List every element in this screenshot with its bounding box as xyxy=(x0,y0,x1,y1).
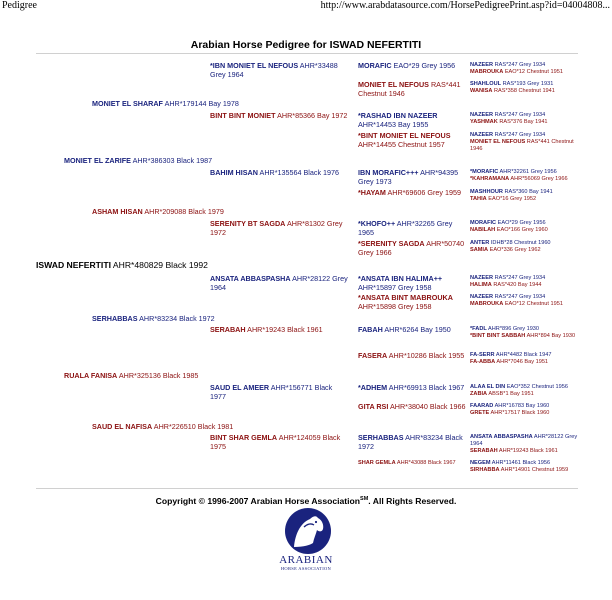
horse-name: MABROUKA xyxy=(470,69,504,75)
horse-info: AHR*33488 Grey 1964 xyxy=(210,61,338,79)
horse-info: RAS*247 Grey 1934 xyxy=(494,275,546,281)
gen5-horse xyxy=(470,88,580,95)
horse-name: ZABIA xyxy=(470,391,488,397)
horse-name: WANISA xyxy=(470,88,493,94)
gen5-horse xyxy=(470,240,580,247)
horse-name: MONIET EL NEFOUS xyxy=(470,139,526,145)
horse-info: AHR*16783 Bay 1960 xyxy=(494,403,550,409)
horse-name: SAUD EL AMEER xyxy=(210,383,270,392)
logo-wordmark: ARABIAN xyxy=(279,554,333,566)
horse-name: BAHIM HISAN xyxy=(210,168,258,177)
horse-info: AHR*32261 Grey 1956 xyxy=(499,169,557,175)
gen5-horse xyxy=(470,220,580,227)
gen5-horse xyxy=(470,467,580,474)
horse-name: GRETE xyxy=(470,410,490,416)
horse-name: SERENITY BT SAGDA xyxy=(210,219,286,228)
horse-name: BINT BINT MONIET xyxy=(210,111,276,120)
horse-info: AHR*32265 Grey 1965 xyxy=(358,219,453,237)
horse-name: MONIET EL NEFOUS xyxy=(358,80,429,89)
gen5-horse xyxy=(470,294,580,301)
horse-name: MASHHOUR xyxy=(470,189,503,195)
gen4-horse xyxy=(358,403,466,412)
horse-info: AHR*386303 Black 1987 xyxy=(132,156,213,165)
horse-info: ABSB*1 Bay 1951 xyxy=(488,391,534,397)
horse-info: AHR*28122 Grey 1964 xyxy=(210,274,348,292)
horse-info: AHR*17517 Black 1960 xyxy=(490,410,550,416)
horse-info: AHR*10286 Black 1955 xyxy=(388,351,465,360)
gen4-horse xyxy=(358,220,466,237)
horse-info: RAS*441 Chestnut 1946 xyxy=(358,80,461,98)
gen4-horse xyxy=(358,352,466,361)
horse-info: RAS*247 Grey 1934 xyxy=(494,132,546,138)
gen5-horse xyxy=(470,460,580,467)
horse-info: AHR*85366 Bay 1972 xyxy=(277,111,348,120)
horse-info: RAS*247 Grey 1934 xyxy=(494,112,546,118)
copyright-text: Copyright © 1996-2007 Arabian Horse Association xyxy=(155,496,361,506)
gen5-horse xyxy=(470,403,580,410)
gen4-horse xyxy=(358,460,466,467)
horse-info: AHR*15898 Grey 1958 xyxy=(358,301,432,311)
gen5-horse xyxy=(470,169,580,176)
page-title: Arabian Horse Pedigree for ISWAD NEFERTITI xyxy=(190,39,422,51)
horse-info: RAS*358 Chestnut 1941 xyxy=(493,88,555,94)
gen5-horse xyxy=(470,326,580,333)
gen3-horse xyxy=(210,384,350,401)
gen3-horse xyxy=(210,275,350,292)
title-divider xyxy=(36,53,578,54)
gen3-horse xyxy=(210,434,350,451)
horse-name: FASERA xyxy=(358,351,388,360)
horse-name: FA-SERR xyxy=(470,352,495,358)
page-header-left: Pedigree xyxy=(2,0,37,11)
horse-name: *SERENITY SAGDA xyxy=(358,239,425,248)
horse-name: SERABAH xyxy=(470,448,498,454)
gen3-horse xyxy=(210,62,350,79)
horse-info: RAS*376 Bay 1941 xyxy=(499,119,548,125)
horse-info: AHR*226510 Black 1981 xyxy=(153,422,234,431)
horse-info: EAO*336 Grey 1962 xyxy=(489,247,541,253)
horse-name: *BINT MONIET EL NEFOUS xyxy=(358,131,451,140)
gen4-horse xyxy=(358,112,466,129)
horse-info: EAO*12 Chestnut 1951 xyxy=(504,301,563,307)
gen3-horse xyxy=(210,169,350,178)
horse-info: AHR*83234 Black 1972 xyxy=(139,314,215,323)
horse-info: AHR*14453 Bay 1955 xyxy=(358,119,429,129)
horse-name: MONIET EL ZARIFE xyxy=(64,156,131,165)
gen4-horse xyxy=(358,81,466,98)
horse-name: MORAFIC xyxy=(470,220,497,226)
horse-info: AHR*43088 Black 1967 xyxy=(396,460,456,466)
paternal-grandsire xyxy=(92,100,272,109)
horse-info: AHR*896 Grey 1930 xyxy=(488,326,540,332)
horse-info: EAO*352 Chestnut 1956 xyxy=(506,384,568,390)
horse-info: EAO*29 Grey 1956 xyxy=(497,220,546,226)
horse-name: NAZEER xyxy=(470,294,493,300)
horse-info: AHR*14901 Chestnut 1959 xyxy=(500,467,569,473)
gen5-horse xyxy=(470,410,580,417)
horse-name: *BINT BINT SABBAH xyxy=(470,333,526,339)
horse-info: AHR*124059 Black 1975 xyxy=(210,433,341,451)
service-mark: SM xyxy=(360,496,369,503)
horse-info: AHR*28122 Grey 1964 xyxy=(470,434,578,447)
horse-name: SHAHLOUL xyxy=(470,81,502,87)
horse-info: RAS*247 Grey 1934 xyxy=(494,62,546,68)
horse-info: RAS*441 Chestnut 1946 xyxy=(470,139,574,152)
horse-info: AHR*19243 Black 1961 xyxy=(498,448,558,454)
gen4-horse xyxy=(358,294,466,311)
horse-name: SERHABBAS xyxy=(92,314,138,323)
gen4-horse xyxy=(358,326,466,335)
horse-info: EAO*12 Chestnut 1951 xyxy=(504,69,563,75)
horse-info: RAS*193 Grey 1931 xyxy=(502,81,554,87)
horse-info: AHR*7046 Bay 1951 xyxy=(496,359,549,365)
horse-name: GITA RSI xyxy=(358,402,389,411)
logo-subtitle: HORSE ASSOCIATION xyxy=(280,566,332,571)
horse-info: RAS*360 Bay 1941 xyxy=(504,189,553,195)
gen5-horse xyxy=(470,247,580,254)
horse-info: EAO*16 Grey 1952 xyxy=(488,196,537,202)
horse-info: AHR*83234 Black 1972 xyxy=(358,433,463,451)
gen5-horse xyxy=(470,448,580,455)
horse-name: MORAFIC xyxy=(358,61,392,70)
horse-name: ANSATA ABBASPASHA xyxy=(470,434,533,440)
gen5-horse xyxy=(470,282,580,289)
gen4-horse xyxy=(358,384,466,393)
horse-info: AHR*50740 Grey 1966 xyxy=(358,239,465,257)
horse-info: AHR*179144 Bay 1978 xyxy=(164,99,239,108)
gen5-horse xyxy=(470,196,580,203)
horse-name: SHAR GEMLA xyxy=(358,460,396,466)
horse-name: SAUD EL NAFISA xyxy=(92,422,153,431)
horse-info: AHR*4482 Black 1947 xyxy=(495,352,552,358)
horse-name: NAZEER xyxy=(470,112,493,118)
maternal-granddam xyxy=(92,423,272,432)
horse-name: *IBN MONIET EL NEFOUS xyxy=(210,61,299,70)
gen5-horse xyxy=(470,384,580,391)
gen5-horse xyxy=(470,119,580,126)
gen4-horse xyxy=(358,169,466,186)
horse-info: AHR*81302 Grey 1972 xyxy=(210,219,343,237)
horse-name: RUALA FANISA xyxy=(64,371,118,380)
horse-name: *HAYAM xyxy=(358,188,386,197)
gen4-horse xyxy=(358,240,466,257)
maternal-grandsire xyxy=(92,315,272,324)
subject-name: ISWAD NEFERTITI xyxy=(36,260,111,270)
gen5-horse xyxy=(470,227,580,234)
gen4-horse xyxy=(358,275,466,292)
gen5-horse xyxy=(470,352,580,359)
horse-name: *KHOFO++ xyxy=(358,219,396,228)
gen5-horse xyxy=(470,62,580,69)
gen5-horse xyxy=(470,301,580,308)
horse-info: AHR*19243 Black 1961 xyxy=(247,325,323,334)
gen5-horse xyxy=(470,132,580,139)
subject-info: AHR*480829 Black 1992 xyxy=(112,260,208,270)
horse-info: AHR*38040 Black 1966 xyxy=(389,402,466,411)
horse-info: RAS*420 Bay 1944 xyxy=(493,282,542,288)
horse-info: IDHB*28 Chestnut 1960 xyxy=(490,240,551,246)
gen5-horse xyxy=(470,139,580,152)
horse-name: SIRHABBA xyxy=(470,467,500,473)
horse-name: FAARAD xyxy=(470,403,494,409)
gen5-horse xyxy=(470,112,580,119)
horse-info: AHR*894 Bay 1930 xyxy=(526,333,576,339)
horse-name: NAZEER xyxy=(470,62,493,68)
horse-name: HALIMA xyxy=(470,282,492,288)
gen3-horse xyxy=(210,326,350,335)
gen5-horse xyxy=(470,176,580,183)
horse-info: AHR*11461 Black 1956 xyxy=(491,460,551,466)
page-header-url: http://www.arabdatasource.com/HorsePedigreePrint.asp?id=04004808... xyxy=(320,0,610,11)
horse-info: AHR*15897 Grey 1958 xyxy=(358,282,432,292)
horse-info: AHR*69913 Black 1967 xyxy=(388,383,465,392)
gen5-horse xyxy=(470,333,580,340)
horse-name: FABAH xyxy=(358,325,383,334)
gen5-horse xyxy=(470,391,580,398)
horse-info: AHR*6264 Bay 1950 xyxy=(384,325,451,334)
horse-info: RAS*247 Grey 1934 xyxy=(494,294,546,300)
horse-info: AHR*209088 Black 1979 xyxy=(144,207,224,216)
sire xyxy=(64,157,244,166)
horse-name: ANTER xyxy=(470,240,490,246)
horse-name: BINT SHAR GEMLA xyxy=(210,433,278,442)
gen5-horse xyxy=(470,189,580,196)
horse-name: YASHMAK xyxy=(470,119,498,125)
copyright-tail: . All Rights Reserved. xyxy=(368,496,457,506)
horse-name: SERHABBAS xyxy=(358,433,404,442)
horse-name: MONIET EL SHARAF xyxy=(92,99,163,108)
horse-name: ALAA EL DIN xyxy=(470,384,506,390)
horse-name: *RASHAD IBN NAZEER xyxy=(358,111,438,120)
horse-name: NEGEM xyxy=(470,460,491,466)
horse-name: *ANSATA BINT MABROUKA xyxy=(358,293,453,302)
gen5-horse xyxy=(470,434,580,447)
horse-name: *KAHRAMANA xyxy=(470,176,510,182)
horse-info: EAO*166 Grey 1960 xyxy=(496,227,548,233)
horse-name: MABROUKA xyxy=(470,301,504,307)
gen4-horse xyxy=(358,189,466,198)
horse-name: ANSATA ABBASPASHA xyxy=(210,274,291,283)
horse-info: AHR*69606 Grey 1959 xyxy=(387,188,461,197)
gen3-horse xyxy=(210,112,350,121)
horse-name: NABILAH xyxy=(470,227,496,233)
horse-info: AHR*94395 Grey 1973 xyxy=(358,168,459,186)
horse-name: FA-ABBA xyxy=(470,359,496,365)
horse-name: TAHIA xyxy=(470,196,487,202)
gen4-horse xyxy=(358,434,466,451)
horse-info: AHR*135564 Black 1976 xyxy=(259,168,340,177)
gen3-horse xyxy=(210,220,350,237)
horse-name: NAZEER xyxy=(470,275,493,281)
horse-info: EAO*29 Grey 1956 xyxy=(393,61,456,70)
gen5-horse xyxy=(470,275,580,282)
gen4-horse xyxy=(358,132,466,149)
horse-name: *MORAFIC xyxy=(470,169,499,175)
gen5-horse xyxy=(470,69,580,76)
horse-name: IBN MORAFIC+++ xyxy=(358,168,419,177)
gen4-horse xyxy=(358,62,466,71)
horse-name: *FADL xyxy=(470,326,487,332)
horse-info: AHR*325136 Black 1985 xyxy=(118,371,199,380)
gen5-horse xyxy=(470,81,580,88)
horse-name: SAMIA xyxy=(470,247,489,253)
subject-horse xyxy=(36,260,246,270)
paternal-granddam xyxy=(92,208,272,217)
horse-name: *ADHEM xyxy=(358,383,388,392)
horse-info: AHR*56069 Grey 1966 xyxy=(510,176,568,182)
copyright-notice xyxy=(0,496,612,506)
horse-info: AHR*156771 Black 1977 xyxy=(210,383,333,401)
footer-divider xyxy=(36,488,578,489)
horse-name: SERABAH xyxy=(210,325,246,334)
horse-name: NAZEER xyxy=(470,132,493,138)
horse-name: *ANSATA IBN HALIMA++ xyxy=(358,274,443,283)
gen5-horse xyxy=(470,359,580,366)
horse-name: ASHAM HISAN xyxy=(92,207,143,216)
horse-info: AHR*14455 Chestnut 1957 xyxy=(358,139,445,149)
dam xyxy=(64,372,244,381)
